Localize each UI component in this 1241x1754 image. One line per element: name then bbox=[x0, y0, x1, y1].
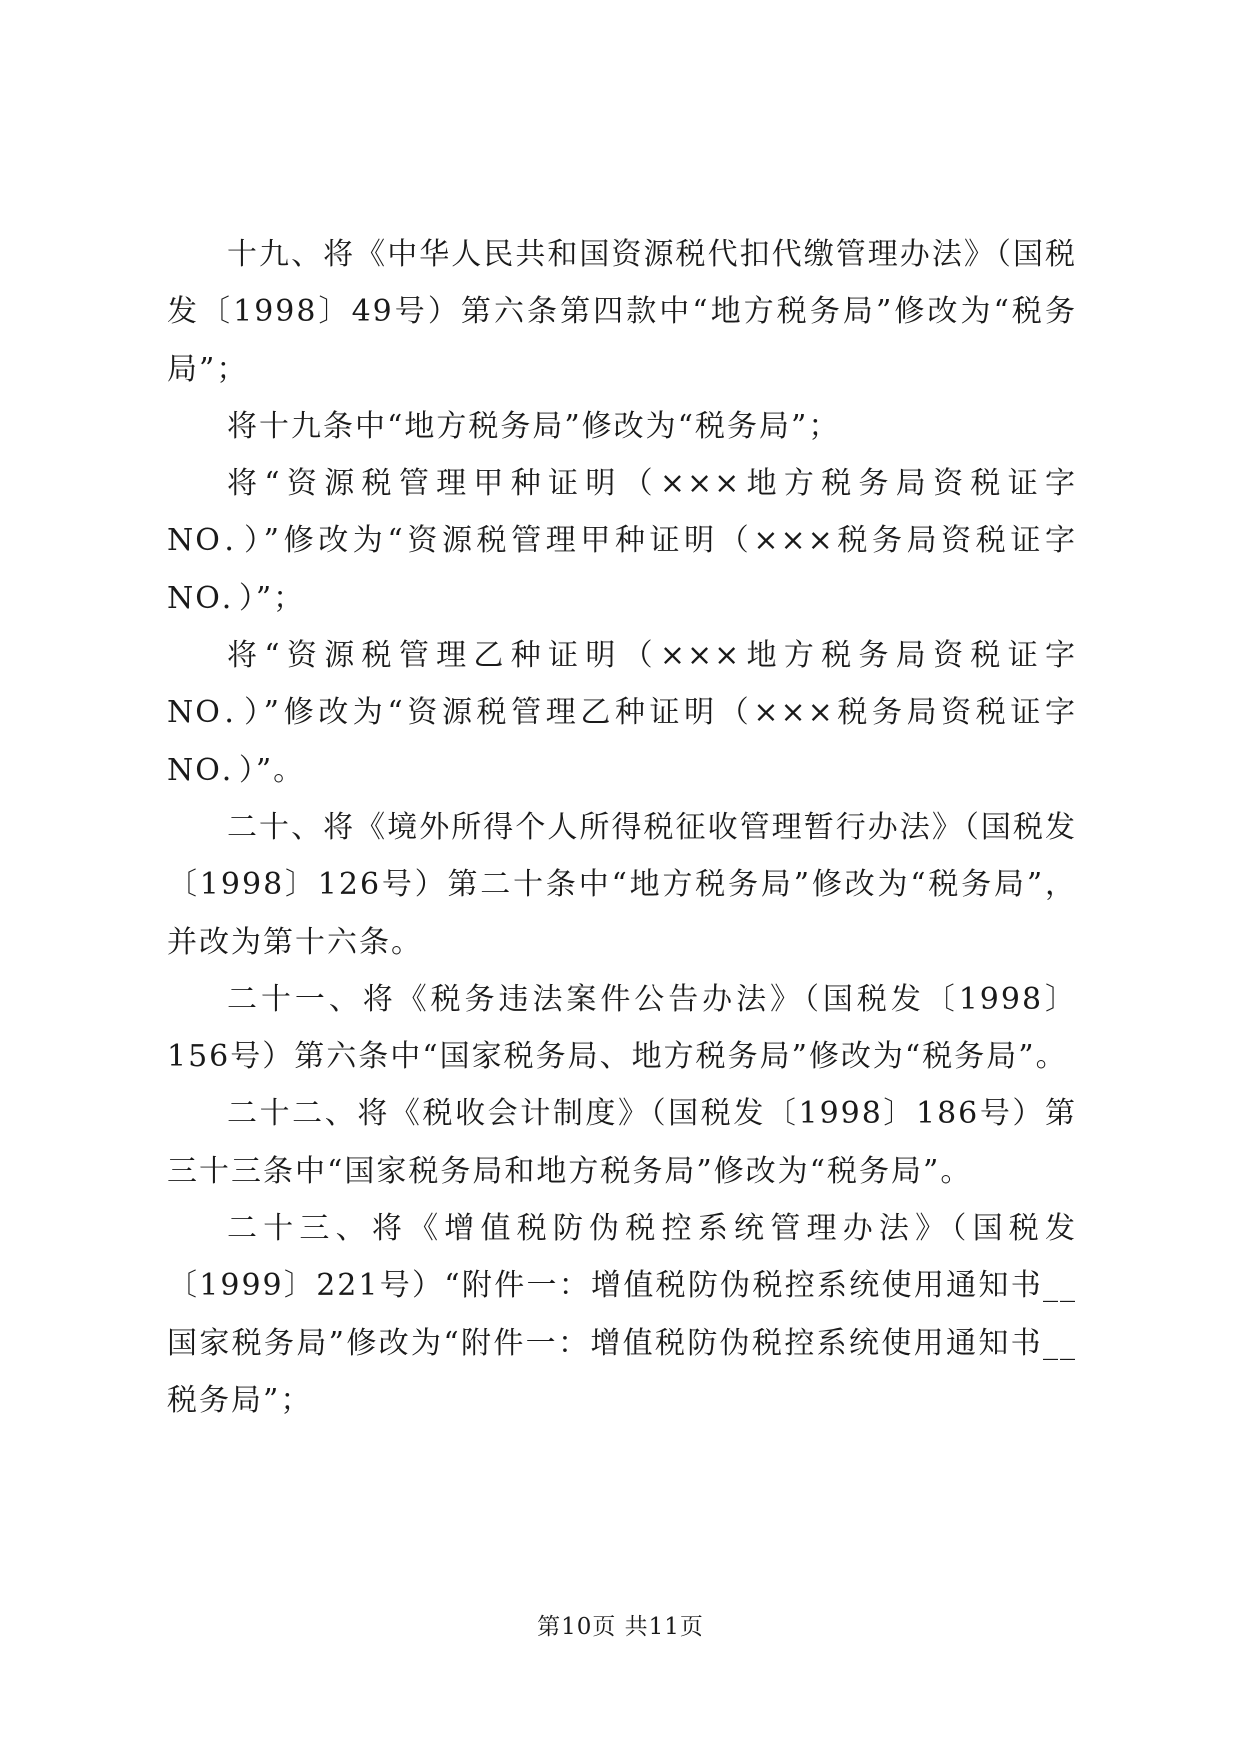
paragraph-20: 二十、将《境外所得个人所得税征收管理暂行办法》（国税发〔1998〕126号）第二十条中“地方税务局”修改为“税务局”，并改为第十六条。 bbox=[167, 809, 1077, 960]
paragraph-19-sub-1: 将十九条中“地方税务局”修改为“税务局”； bbox=[227, 408, 841, 444]
paragraph-19-sub-2: 将“资源税管理甲种证明（×××地方税务局资税证字NO．）”修改为“资源税管理甲种证明（×××税务局资税证字NO．）”； bbox=[167, 466, 1077, 616]
paragraph-19-sub-3: 将“资源税管理乙种证明（×××地方税务局资税证字NO．）”修改为“资源税管理乙种证明（×××税务局资税证字NO．）”。 bbox=[167, 638, 1077, 788]
paragraph-23: 二十三、将《增值税防伪税控系统管理办法》（国税发〔1999〕221号）“附件一：增值税防伪税控系统使用通知书__国家税务局”修改为“附件一：增值税防伪税控系统使用通知书__税务局”； bbox=[167, 1211, 1077, 1418]
document-body bbox=[167, 226, 1077, 1429]
page-footer: 第10页 共11页 bbox=[537, 1614, 704, 1640]
paragraph-19: 十九、将《中华人民共和国资源税代扣代缴管理办法》（国税发〔1998〕49号）第六条第四款中“地方税务局”修改为“税务局”； bbox=[167, 237, 1077, 387]
paragraph-21: 二十一、将《税务违法案件公告办法》（国税发〔1998〕156号）第六条中“国家税务局、地方税务局”修改为“税务局”。 bbox=[167, 981, 1077, 1075]
paragraph-22: 二十二、将《税收会计制度》（国税发〔1998〕186号）第三十三条中“国家税务局和地方税务局”修改为“税务局”。 bbox=[167, 1096, 1077, 1189]
